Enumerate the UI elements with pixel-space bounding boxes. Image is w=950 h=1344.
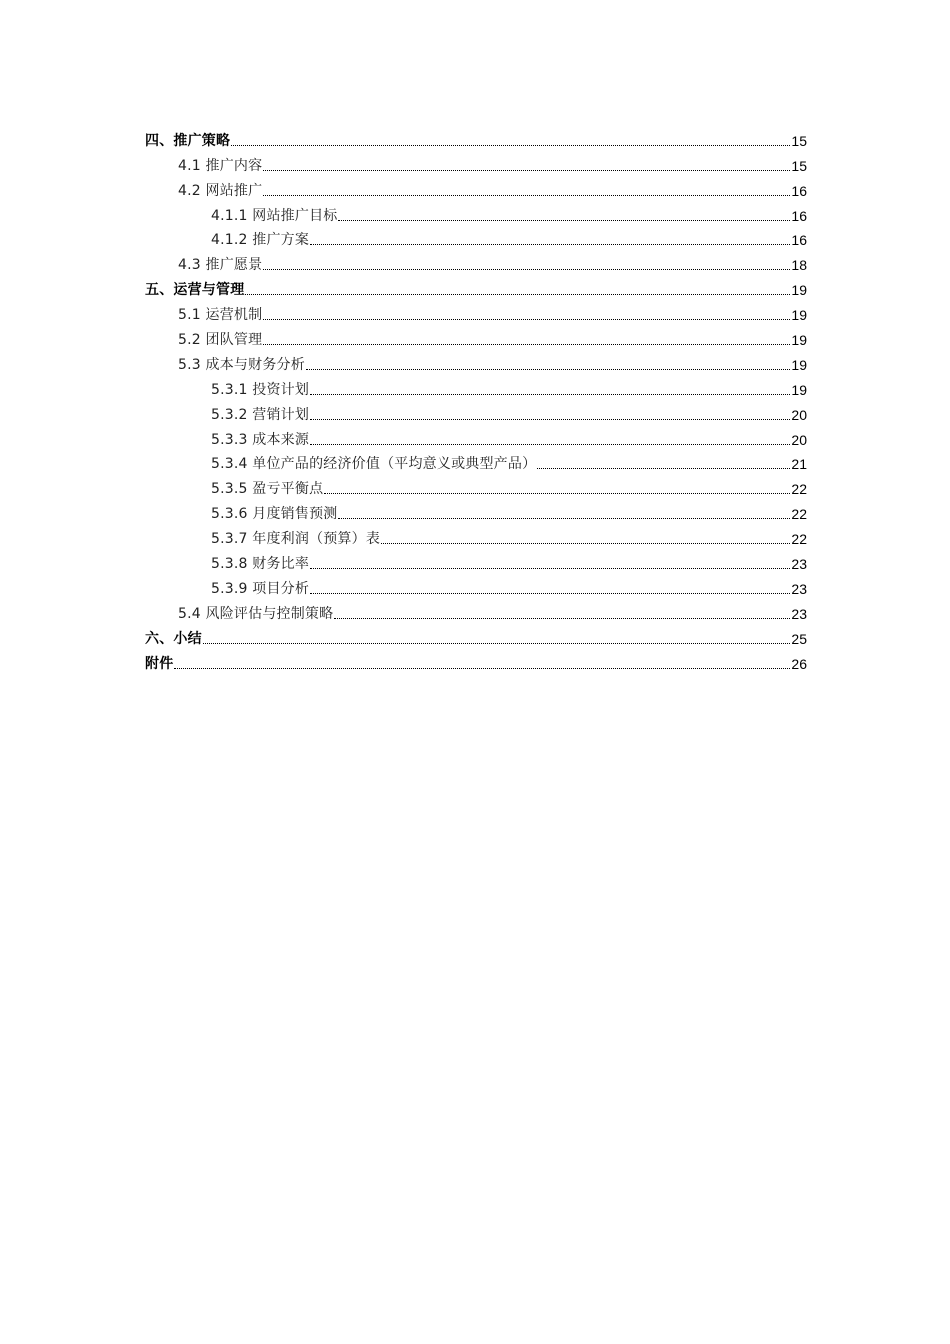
toc-entry-label: 5.3.2 营销计划 bbox=[211, 406, 310, 423]
toc-entry[interactable] bbox=[145, 175, 807, 200]
toc-dot-leader bbox=[310, 444, 790, 445]
toc-entry-label: 5.3.8 财务比率 bbox=[211, 556, 310, 573]
toc-dot-leader bbox=[310, 568, 790, 569]
toc-page-number: 25 bbox=[791, 630, 807, 647]
toc-entry[interactable] bbox=[145, 548, 807, 573]
toc-dot-leader bbox=[203, 643, 791, 644]
toc-dot-leader bbox=[334, 618, 790, 619]
toc-dot-leader bbox=[263, 170, 790, 171]
toc-page-number: 22 bbox=[791, 531, 807, 548]
toc-dot-leader bbox=[381, 543, 790, 544]
toc-dot-leader bbox=[263, 344, 790, 345]
toc-page-number: 15 bbox=[791, 132, 807, 149]
toc-page-number: 19 bbox=[791, 332, 807, 349]
toc-page-number: 16 bbox=[791, 207, 807, 224]
toc-entry[interactable] bbox=[145, 573, 807, 598]
toc-entry[interactable] bbox=[145, 523, 807, 548]
toc-page-number: 26 bbox=[791, 655, 807, 672]
toc-dot-leader bbox=[174, 668, 790, 669]
toc-page-number: 19 bbox=[791, 282, 807, 299]
toc-page-number: 15 bbox=[791, 157, 807, 174]
toc-page-number: 22 bbox=[791, 481, 807, 498]
toc-dot-leader bbox=[310, 593, 790, 594]
toc-page-number: 16 bbox=[791, 182, 807, 199]
toc-dot-leader bbox=[310, 244, 790, 245]
toc-dot-leader bbox=[338, 518, 790, 519]
toc-entry[interactable] bbox=[145, 249, 807, 274]
toc-page-number: 21 bbox=[791, 456, 807, 473]
toc-entry[interactable] bbox=[145, 225, 807, 250]
toc-page-number: 18 bbox=[791, 257, 807, 274]
toc-dot-leader bbox=[338, 220, 790, 221]
toc-entry-label: 5.3.5 盈亏平衡点 bbox=[211, 481, 324, 498]
toc-page-number: 16 bbox=[791, 232, 807, 249]
toc-entry[interactable] bbox=[145, 324, 807, 349]
toc-entry[interactable] bbox=[145, 349, 807, 374]
toc-entry-label: 五、运营与管理 bbox=[145, 282, 245, 299]
toc-entry-label: 六、小结 bbox=[145, 630, 202, 647]
toc-page-number: 19 bbox=[791, 307, 807, 324]
toc-dot-leader bbox=[537, 468, 790, 469]
toc-entry-label: 4.1 推广内容 bbox=[178, 157, 263, 174]
table-of-contents bbox=[145, 125, 807, 673]
toc-entry[interactable] bbox=[145, 299, 807, 324]
toc-page-number: 23 bbox=[791, 605, 807, 622]
toc-dot-leader bbox=[306, 369, 791, 370]
toc-dot-leader bbox=[310, 394, 790, 395]
toc-entry[interactable] bbox=[145, 374, 807, 399]
toc-page-number: 19 bbox=[791, 356, 807, 373]
toc-entry-label: 5.3 成本与财务分析 bbox=[178, 356, 305, 373]
toc-entry[interactable] bbox=[145, 200, 807, 225]
toc-dot-leader bbox=[263, 195, 790, 196]
toc-entry[interactable] bbox=[145, 648, 807, 673]
toc-dot-leader bbox=[263, 319, 790, 320]
toc-entry-label: 5.1 运营机制 bbox=[178, 307, 263, 324]
toc-entry-label: 5.3.4 单位产品的经济价值（平均意义或典型产品） bbox=[211, 456, 537, 473]
toc-entry-label: 5.3.7 年度利润（预算）表 bbox=[211, 531, 381, 548]
toc-entry-label: 5.3.6 月度销售预测 bbox=[211, 506, 338, 523]
toc-dot-leader bbox=[263, 269, 790, 270]
toc-entry-label: 4.1.2 推广方案 bbox=[211, 232, 310, 249]
toc-entry-label: 4.2 网站推广 bbox=[178, 182, 263, 199]
toc-entry[interactable] bbox=[145, 598, 807, 623]
toc-entry[interactable] bbox=[145, 498, 807, 523]
toc-entry[interactable] bbox=[145, 150, 807, 175]
toc-entry[interactable] bbox=[145, 424, 807, 449]
toc-page-number: 23 bbox=[791, 556, 807, 573]
toc-entry-label: 5.3.9 项目分析 bbox=[211, 580, 310, 597]
toc-entry-label: 四、推广策略 bbox=[145, 132, 231, 149]
toc-page-number: 19 bbox=[791, 381, 807, 398]
toc-entry[interactable] bbox=[145, 399, 807, 424]
toc-dot-leader bbox=[310, 419, 790, 420]
toc-entry[interactable] bbox=[145, 125, 807, 150]
toc-entry-label: 5.2 团队管理 bbox=[178, 332, 263, 349]
toc-entry-label: 附件 bbox=[145, 655, 174, 672]
toc-page-number: 20 bbox=[791, 431, 807, 448]
toc-entry[interactable] bbox=[145, 473, 807, 498]
toc-entry[interactable] bbox=[145, 449, 807, 474]
toc-entry[interactable] bbox=[145, 274, 807, 299]
toc-entry-label: 5.3.1 投资计划 bbox=[211, 381, 310, 398]
toc-entry-label: 4.1.1 网站推广目标 bbox=[211, 207, 338, 224]
toc-entry-label: 4.3 推广愿景 bbox=[178, 257, 263, 274]
toc-dot-leader bbox=[324, 493, 790, 494]
toc-page-number: 23 bbox=[791, 580, 807, 597]
toc-entry-label: 5.3.3 成本来源 bbox=[211, 431, 310, 448]
toc-entry[interactable] bbox=[145, 623, 807, 648]
toc-entry-label: 5.4 风险评估与控制策略 bbox=[178, 605, 334, 622]
toc-page-number: 22 bbox=[791, 506, 807, 523]
toc-dot-leader bbox=[231, 145, 790, 146]
toc-dot-leader bbox=[245, 294, 790, 295]
toc-page-number: 20 bbox=[791, 406, 807, 423]
